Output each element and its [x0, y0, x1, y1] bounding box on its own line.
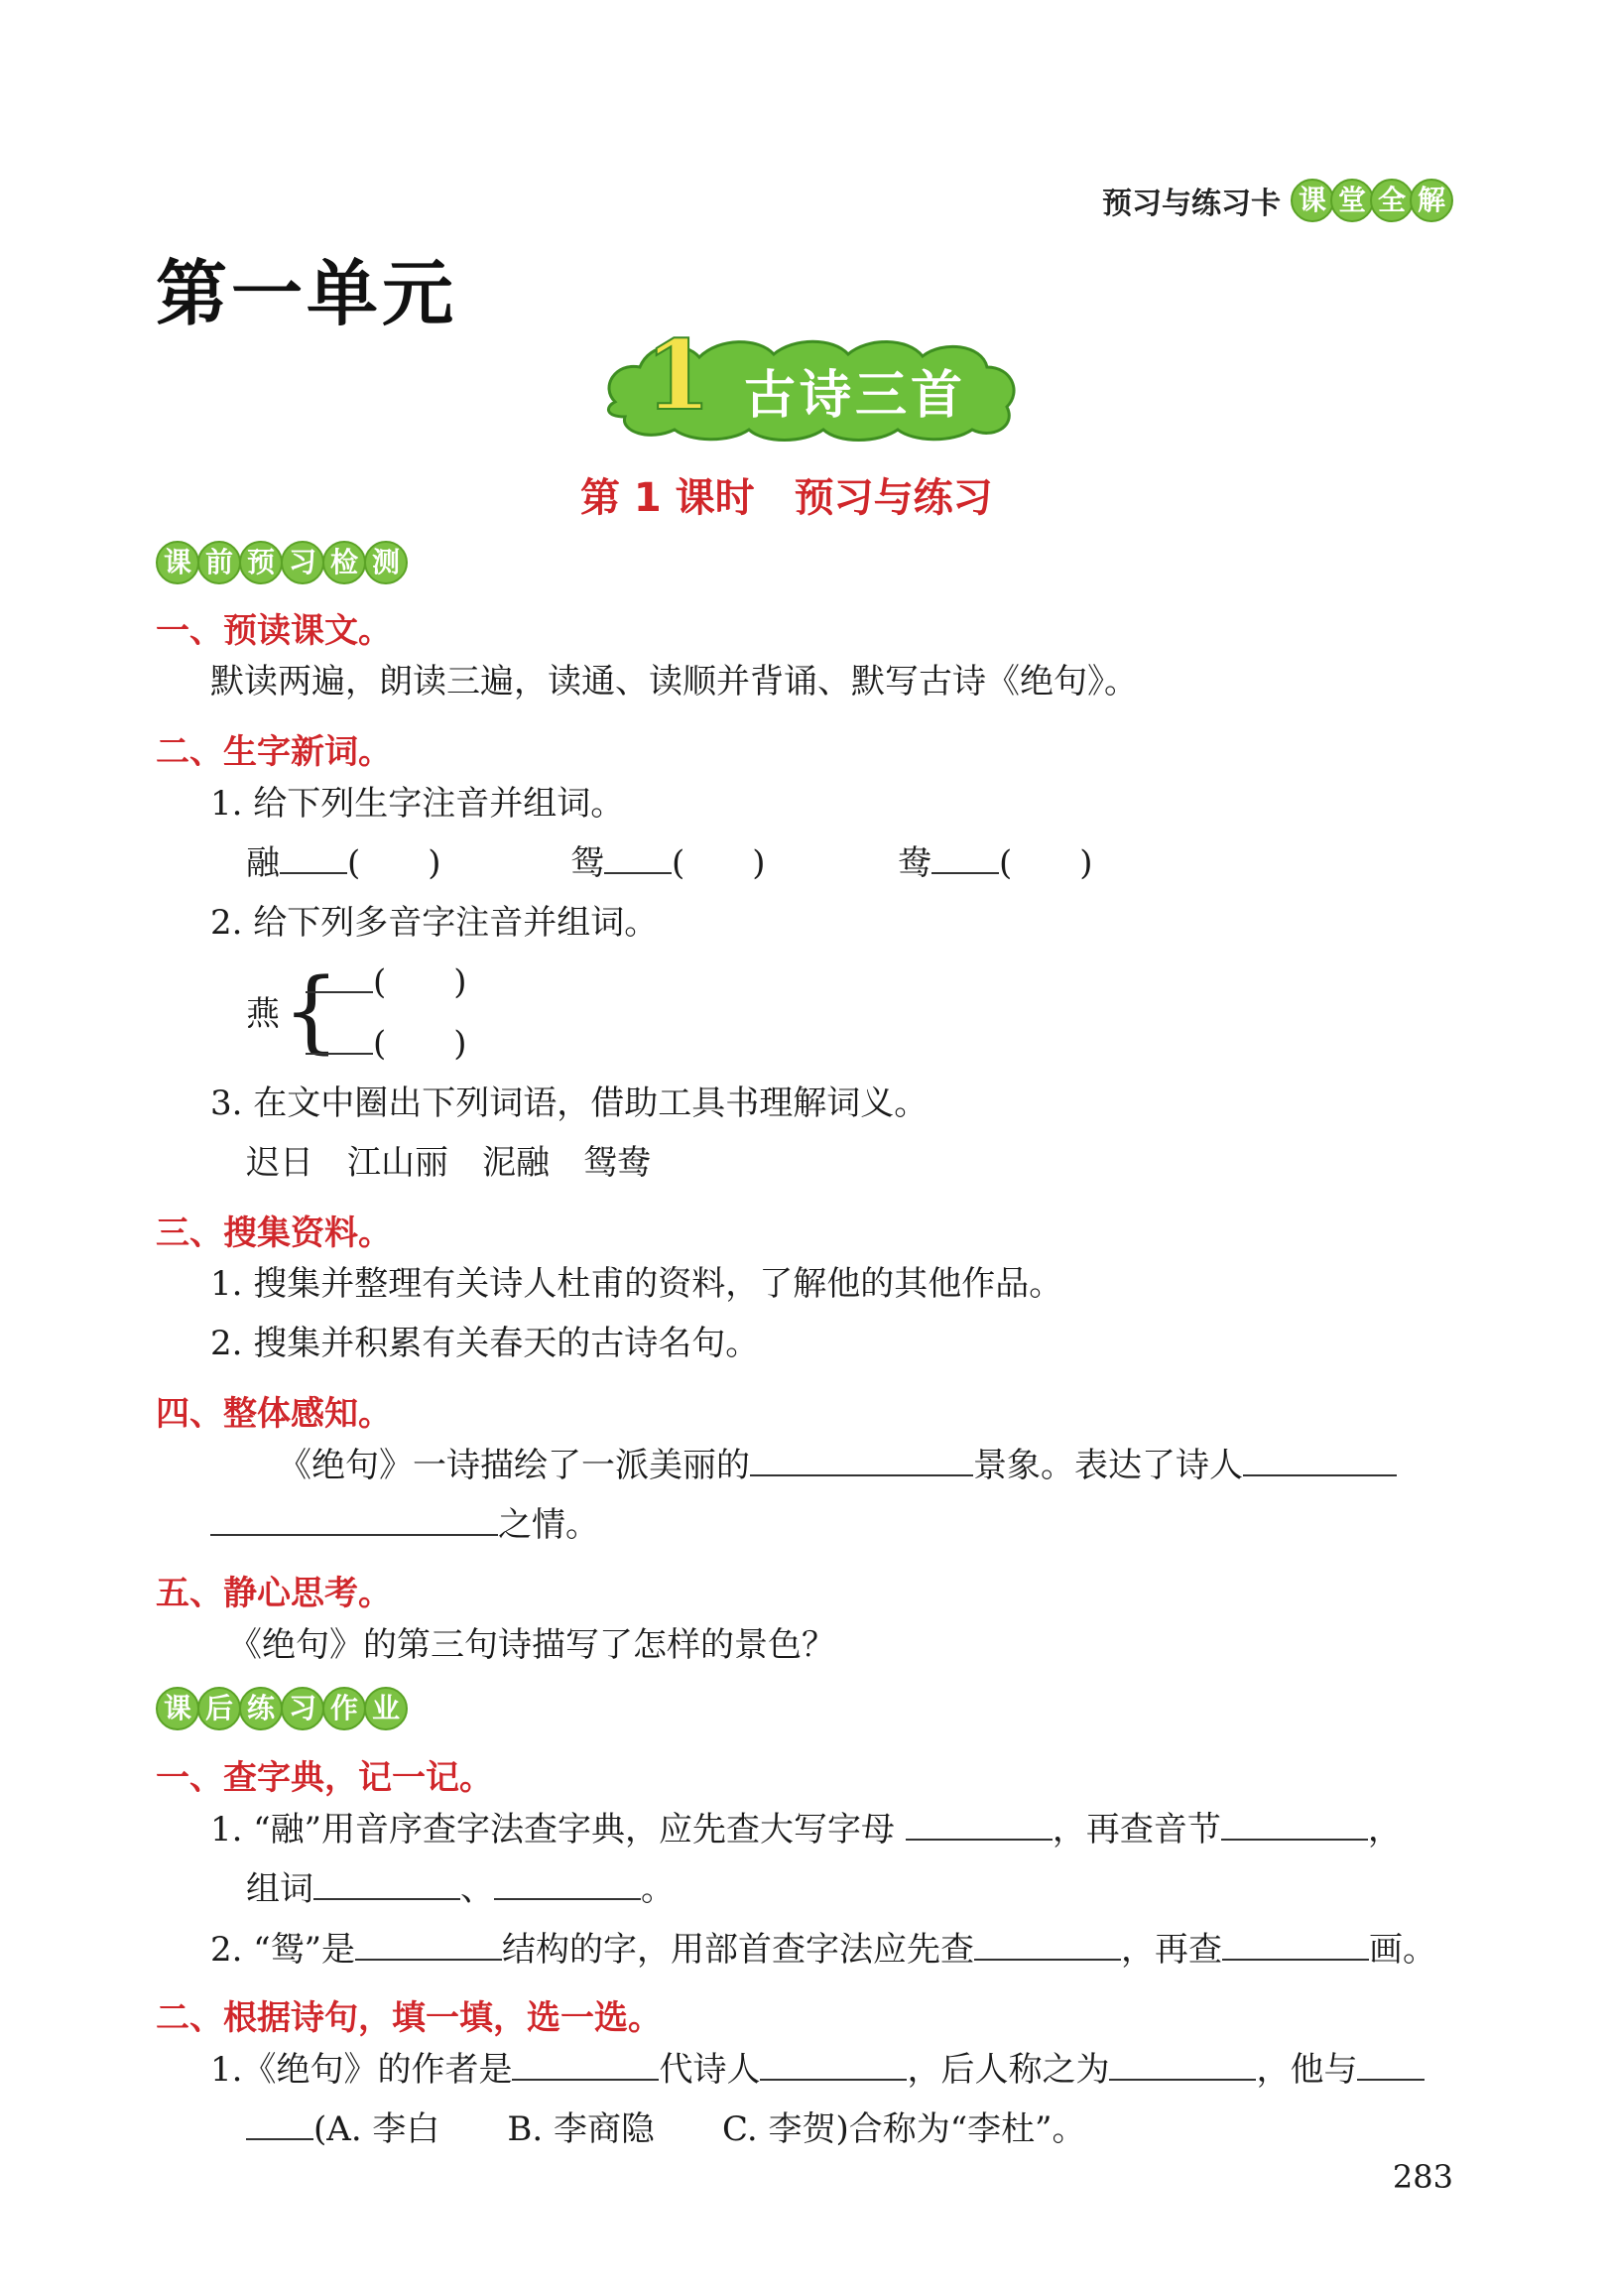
- hanzi: 融: [246, 843, 280, 883]
- fill-line: [210, 1808, 1402, 1851]
- answer-blank[interactable]: [313, 1868, 460, 1900]
- section-heading: 五、静心思考。: [156, 1574, 392, 1613]
- hanzi: 鸯: [898, 843, 931, 883]
- page-number: 283: [1392, 2158, 1453, 2196]
- char-row: [306, 960, 467, 1004]
- unit-title: 第一单元: [156, 252, 458, 335]
- header-badge: [1295, 179, 1453, 222]
- text-segment: 2. “鸳”是: [210, 1930, 356, 1970]
- paren-blank[interactable]: ( ): [672, 843, 766, 883]
- polyphone-char: 燕: [246, 994, 280, 1034]
- answer-blank[interactable]: [1357, 2049, 1425, 2081]
- section-heading: 四、整体感知。: [156, 1394, 392, 1434]
- fill-line: [278, 1444, 1397, 1487]
- banner-char: 课: [156, 1687, 199, 1730]
- banner-char: 测: [364, 541, 408, 584]
- answer-blank[interactable]: [246, 2108, 313, 2140]
- banner-char: 业: [364, 1687, 408, 1730]
- text-segment: 景象。表达了诗人: [973, 1446, 1243, 1485]
- banner-char: 习: [281, 1687, 324, 1730]
- char-row: [570, 841, 766, 885]
- question: 《绝句》的第三句诗描写了怎样的景色？: [228, 1625, 835, 1665]
- text-segment: ，再查: [1121, 1930, 1223, 1970]
- char-row: [246, 841, 441, 885]
- banner-char: 课: [156, 541, 199, 584]
- text-segment: (A. 李白 B. 李商隐 C. 李贺)合称为“李杜”。: [313, 2109, 1086, 2149]
- lesson-number: 1: [645, 319, 711, 432]
- answer-blank[interactable]: [355, 1929, 502, 1961]
- question: 2. 给下列多音字注音并组词。: [210, 903, 659, 943]
- text-segment: 组词: [246, 1869, 313, 1909]
- series-header: [1102, 179, 1453, 222]
- answer-blank[interactable]: [306, 1023, 373, 1055]
- section-heading: 三、搜集资料。: [156, 1213, 392, 1253]
- paren-blank[interactable]: ( ): [373, 962, 467, 1002]
- badge-char: 全: [1370, 179, 1414, 222]
- series-label: 预习与练习卡: [1102, 187, 1281, 221]
- section-heading: 二、生字新词。: [156, 732, 392, 772]
- period-title: 第 1 课时 预习与练习: [580, 475, 993, 521]
- question: 2. 搜集并积累有关春天的古诗名句。: [210, 1324, 760, 1363]
- text-segment: 1. “融”用音序查字法查字典，应先查大写字母: [210, 1810, 896, 1850]
- fill-line: [246, 2107, 1085, 2151]
- answer-blank[interactable]: [1221, 1809, 1368, 1841]
- paragraph: 默读两遍，朗读三遍，读通、读顺并背诵、默写古诗《绝句》。: [210, 662, 1138, 702]
- fill-line: [210, 2048, 1425, 2092]
- text-segment: 。: [641, 1869, 675, 1909]
- question: 1. 给下列生字注音并组词。: [210, 784, 625, 824]
- lesson-title: 古诗三首: [744, 365, 967, 426]
- paren-blank[interactable]: ( ): [347, 843, 441, 883]
- answer-blank[interactable]: [1109, 2049, 1256, 2081]
- word-list: 迟日 江山丽 泥融 鸳鸯: [246, 1143, 651, 1183]
- badge-char: 堂: [1330, 179, 1374, 222]
- answer-blank[interactable]: [512, 2049, 659, 2081]
- answer-blank[interactable]: [210, 1504, 498, 1536]
- homework-section-banner: [156, 1687, 406, 1730]
- banner-char: 预: [239, 541, 283, 584]
- brace-glyph: {: [283, 959, 340, 1064]
- question: 3. 在文中圈出下列词语，借助工具书理解词义。: [210, 1084, 929, 1123]
- paren-blank[interactable]: ( ): [999, 843, 1093, 883]
- badge-char: 解: [1410, 179, 1453, 222]
- text-segment: ，再查音节: [1052, 1810, 1221, 1850]
- answer-blank[interactable]: [760, 2049, 907, 2081]
- section-heading: 一、预读课文。: [156, 611, 392, 651]
- badge-char: 课: [1291, 179, 1334, 222]
- banner-char: 练: [239, 1687, 283, 1730]
- answer-blank[interactable]: [906, 1809, 1053, 1841]
- answer-blank[interactable]: [306, 961, 373, 993]
- answer-blank[interactable]: [1222, 1929, 1369, 1961]
- text-segment: 结构的字，用部首查字法应先查: [502, 1930, 975, 1970]
- banner-char: 作: [322, 1687, 366, 1730]
- section-heading: 一、查字典，记一记。: [156, 1758, 493, 1798]
- banner-char: 习: [281, 541, 324, 584]
- banner-char: 检: [322, 541, 366, 584]
- text-segment: 代诗人: [659, 2050, 761, 2090]
- answer-blank[interactable]: [494, 1868, 641, 1900]
- section-heading: 二、根据诗句，填一填，选一选。: [156, 1998, 662, 2038]
- hanzi: 鸳: [570, 843, 604, 883]
- text-segment: 1.《绝句》的作者是: [210, 2050, 513, 2090]
- text-segment: 画。: [1369, 1930, 1437, 1970]
- char-row: [306, 1022, 467, 1066]
- answer-blank[interactable]: [974, 1929, 1121, 1961]
- char-row: [898, 841, 1093, 885]
- answer-blank[interactable]: [750, 1445, 973, 1476]
- text-segment: ，后人称之为: [907, 2050, 1110, 2090]
- question: 1. 搜集并整理有关诗人杜甫的资料，了解他的其他作品。: [210, 1264, 1063, 1304]
- answer-blank[interactable]: [280, 842, 347, 874]
- answer-blank[interactable]: [931, 842, 999, 874]
- paren-blank[interactable]: ( ): [373, 1024, 467, 1064]
- preview-section-banner: [156, 541, 406, 584]
- answer-blank[interactable]: [604, 842, 672, 874]
- banner-char: 后: [197, 1687, 241, 1730]
- fill-line: [210, 1928, 1436, 1972]
- answer-blank[interactable]: [1243, 1445, 1397, 1476]
- banner-char: 前: [197, 541, 241, 584]
- text-segment: 《绝句》一诗描绘了一派美丽的: [278, 1446, 750, 1485]
- text-segment: ，: [1367, 1810, 1402, 1850]
- text-segment: 、: [460, 1869, 494, 1909]
- text-segment: 之情。: [498, 1505, 599, 1545]
- text-segment: ，他与: [1256, 2050, 1358, 2090]
- fill-line: [246, 1867, 675, 1911]
- fill-line: [210, 1503, 599, 1547]
